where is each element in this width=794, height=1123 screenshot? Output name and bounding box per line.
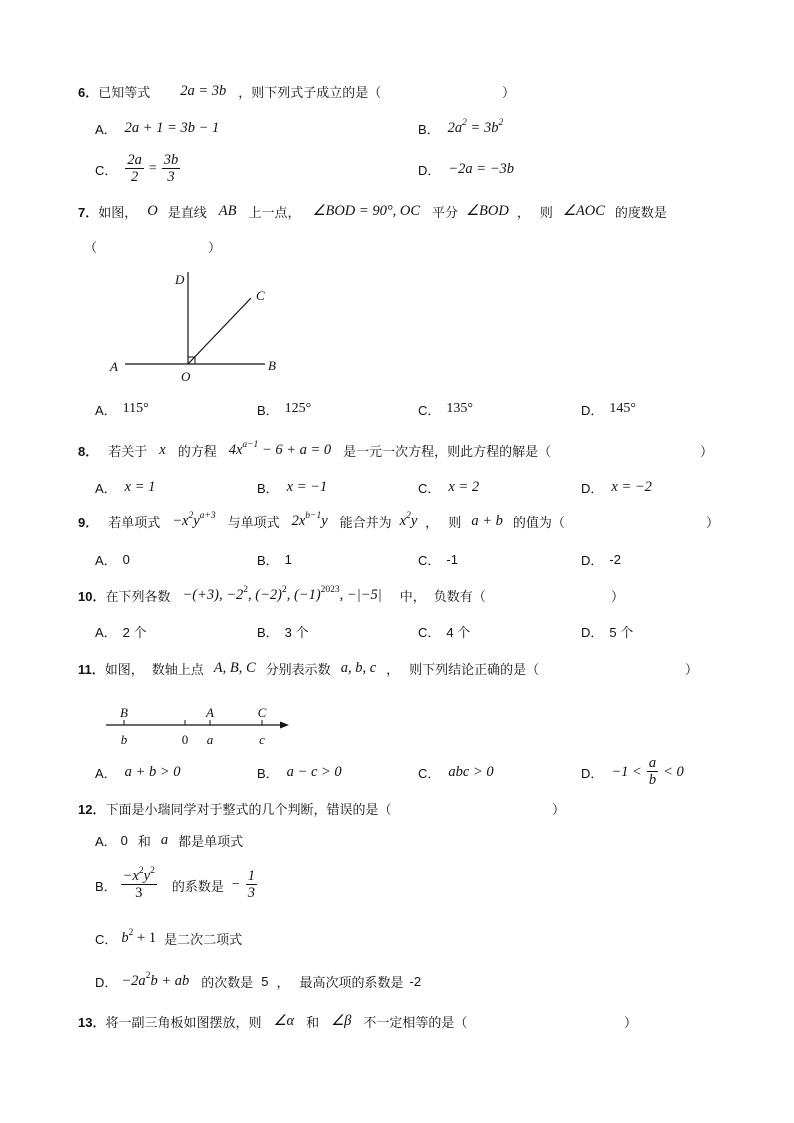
stem-text: 是一元一次方程，则此方程的解是（ xyxy=(343,443,552,459)
math-term: + 1 xyxy=(133,929,157,946)
monomial xyxy=(291,510,328,530)
stem-text: 若单项式 xyxy=(108,514,161,530)
label-d: D xyxy=(175,272,185,287)
exponent: 2 xyxy=(243,584,248,595)
answer-blank-open: （ xyxy=(84,239,98,255)
answer-blank-close: ） xyxy=(208,239,222,255)
fraction-denominator: 3 xyxy=(135,885,143,901)
stem-text: 不一定相等的是（ xyxy=(363,1014,468,1030)
option-text: 的次数是 xyxy=(201,974,254,990)
option-c xyxy=(418,399,479,419)
option-d xyxy=(581,755,686,789)
question-number: 10． xyxy=(78,588,106,604)
option-label: B． xyxy=(257,402,279,418)
number-names: a, b, c xyxy=(340,659,377,676)
math-term: y xyxy=(143,868,151,884)
math-term: , −|−5| xyxy=(339,586,382,603)
option-d xyxy=(581,477,660,497)
option-value: -2 xyxy=(609,551,621,567)
stem-text: 上一点， xyxy=(248,204,301,220)
stem-text: 的度数是 xyxy=(614,204,667,220)
question-11-stem xyxy=(78,658,539,678)
option-label: A． xyxy=(95,480,117,496)
option-label: B． xyxy=(95,878,117,894)
option-label: C． xyxy=(95,931,118,947)
fraction xyxy=(647,755,658,789)
option-label: D． xyxy=(581,552,604,568)
stem-text: 将一副三角板如图摆放，则 xyxy=(105,1014,262,1030)
option-c xyxy=(95,151,183,187)
question-number: 12． xyxy=(78,801,106,817)
option-math: x = 2 xyxy=(448,478,480,495)
option-label: C． xyxy=(418,624,441,640)
value-label-b: b xyxy=(120,732,128,747)
minus-sign: − xyxy=(231,877,240,892)
equation: 2a = 3b xyxy=(180,82,227,99)
question-number: 13． xyxy=(78,1014,106,1030)
label-b: B xyxy=(268,358,276,373)
fraction-denominator: 3 xyxy=(247,885,256,901)
option-label: A． xyxy=(95,402,117,418)
point-label-b: B xyxy=(120,705,128,720)
option-label: C． xyxy=(418,552,441,568)
option-value: 115° xyxy=(122,401,149,416)
number-list xyxy=(182,584,382,604)
math-term: y xyxy=(193,512,200,529)
variable: a xyxy=(160,831,169,848)
point-names: A, B, C xyxy=(213,659,256,676)
option-d xyxy=(581,621,633,641)
option-c xyxy=(418,477,487,497)
math-term: x xyxy=(399,512,407,529)
stem-text: 与单项式 xyxy=(227,514,280,530)
option-b xyxy=(257,477,335,497)
option-a xyxy=(95,830,243,850)
question-number: 11． xyxy=(78,661,105,677)
option-label: A． xyxy=(95,552,117,568)
option-c xyxy=(418,549,458,569)
option-a xyxy=(95,762,189,782)
exponent: 2 xyxy=(281,584,287,595)
question-6-stem xyxy=(78,81,381,101)
option-b xyxy=(257,399,317,419)
angle-figure xyxy=(105,265,295,390)
option-label: C． xyxy=(418,765,441,781)
stem-text: 负数有（ xyxy=(433,588,486,604)
value-label-a: a xyxy=(206,732,214,747)
option-label: B． xyxy=(257,480,279,496)
stem-text: ， xyxy=(425,514,439,530)
answer-blank-close: ） xyxy=(624,1014,638,1030)
option-label: D． xyxy=(581,402,604,418)
monomial xyxy=(399,510,418,530)
option-label: A． xyxy=(95,121,117,137)
option-b xyxy=(418,118,511,138)
fraction-numerator xyxy=(121,868,157,885)
number: -2 xyxy=(409,973,422,989)
answer-blank-close: ） xyxy=(502,84,516,100)
option-label: C． xyxy=(418,402,441,418)
option-value: 0 xyxy=(122,551,130,567)
stem-text: 和 xyxy=(306,1014,320,1030)
math-term: 2a xyxy=(447,119,463,136)
option-c xyxy=(95,928,242,948)
exponent: 2 xyxy=(188,510,194,521)
expression: a + b xyxy=(471,512,503,529)
option-value: 2 个 xyxy=(122,624,147,640)
answer-blank-close: ） xyxy=(700,443,714,459)
polynomial xyxy=(121,927,157,947)
option-label: B． xyxy=(257,552,279,568)
fraction-denominator: 3 xyxy=(167,169,175,185)
math-term: 4x xyxy=(228,441,243,458)
math-term: − 6 + a = 0 xyxy=(258,441,332,458)
question-number: 6． xyxy=(78,84,99,100)
fraction-numerator: 3b xyxy=(163,152,179,168)
stem-text: ， xyxy=(386,661,400,677)
option-value: 125° xyxy=(284,401,312,416)
exponent: b−1 xyxy=(305,510,322,521)
math-term: −1 < xyxy=(611,763,642,780)
stem-text: 分别表示数 xyxy=(265,661,331,677)
point-label-a: A xyxy=(206,705,214,720)
option-value: 1 xyxy=(284,551,292,567)
option-value: 135° xyxy=(446,401,473,416)
option-label: A． xyxy=(95,624,117,640)
option-d xyxy=(418,159,522,179)
stem-text: 是直线 xyxy=(167,204,207,220)
point-label-c: C xyxy=(257,705,267,720)
fraction-numerator: 2a xyxy=(127,152,142,168)
value-label-c: c xyxy=(259,732,265,747)
stem-text: 如图， xyxy=(98,204,138,220)
exponent: a+3 xyxy=(199,510,216,521)
option-text: 都是单项式 xyxy=(178,833,244,849)
option-b xyxy=(257,762,350,782)
option-c xyxy=(418,762,502,782)
question-7-stem xyxy=(78,201,667,221)
fraction-denominator: b xyxy=(648,772,657,788)
condition-math: ∠BOD = 90°, OC xyxy=(312,202,421,219)
number: 5 xyxy=(261,973,269,989)
question-number: 9． xyxy=(78,514,99,530)
fraction-numerator: a xyxy=(648,755,657,771)
value-label-zero: 0 xyxy=(181,732,189,747)
option-math: −2a = −3b xyxy=(448,160,514,177)
math-term: , (−1) xyxy=(286,586,321,603)
stem-text: ，则下列式子成立的是（ xyxy=(238,84,382,100)
stem-text: 的方程 xyxy=(177,443,217,459)
fraction xyxy=(125,152,144,186)
fraction-denominator: 2 xyxy=(131,169,139,185)
stem-text: 数轴上点 xyxy=(151,661,204,677)
option-b xyxy=(257,549,292,569)
question-10-stem xyxy=(78,585,486,605)
label-a: A xyxy=(110,359,118,374)
monomial xyxy=(172,510,216,530)
option-a xyxy=(95,621,147,641)
answer-blank-close: ） xyxy=(685,661,699,677)
math-term: −x xyxy=(172,512,189,529)
option-c xyxy=(418,621,470,641)
math-term: 2x xyxy=(291,512,306,529)
math-term: b + ab xyxy=(150,972,190,989)
option-math: x = −1 xyxy=(286,478,328,495)
option-d xyxy=(95,971,421,991)
option-text: 和 xyxy=(137,833,151,849)
question-12-stem xyxy=(78,798,391,818)
fraction xyxy=(121,868,157,902)
number: 0 xyxy=(120,832,128,848)
variable: x xyxy=(159,441,166,458)
label-o: O xyxy=(181,369,191,384)
option-a xyxy=(95,549,130,569)
exponent: 2 xyxy=(145,970,151,981)
option-label: D． xyxy=(581,624,604,640)
exponent: 2 xyxy=(498,117,504,128)
math-term: −(+3), −2 xyxy=(182,586,244,603)
answer-blank-close: ） xyxy=(611,588,625,604)
option-label: D． xyxy=(418,162,441,178)
question-number: 7． xyxy=(78,204,99,220)
option-label: D． xyxy=(95,974,118,990)
option-label: C． xyxy=(95,162,118,178)
question-8-stem xyxy=(78,440,551,460)
math-term: = 3b xyxy=(466,119,499,136)
stem-text: 的值为（ xyxy=(512,514,565,530)
answer-blank-close: ） xyxy=(706,514,720,530)
math-term: b xyxy=(121,929,129,946)
option-label: C． xyxy=(418,480,441,496)
option-b xyxy=(95,865,260,905)
label-c: C xyxy=(256,288,265,303)
option-label: B． xyxy=(418,121,440,137)
option-label: B． xyxy=(257,765,279,781)
point-name: O xyxy=(147,202,158,219)
option-d xyxy=(581,399,642,419)
option-value: -1 xyxy=(446,551,458,567)
math-term: < 0 xyxy=(663,763,684,780)
fraction xyxy=(162,152,181,186)
fraction-numerator: 1 xyxy=(247,868,256,884)
stem-text: 能合并为 xyxy=(339,514,392,530)
exponent: 2 xyxy=(150,866,155,877)
option-math xyxy=(447,117,504,137)
option-value: 3 个 xyxy=(284,624,309,640)
math-term: , (−2) xyxy=(248,586,282,603)
angle-beta: ∠β xyxy=(331,1012,352,1029)
option-text: 是二次二项式 xyxy=(164,931,243,947)
option-label: A． xyxy=(95,833,117,849)
ray-oc xyxy=(188,298,251,364)
option-value: 4 个 xyxy=(446,624,471,640)
option-math: x = 1 xyxy=(124,478,156,495)
math-term: −2a xyxy=(121,972,146,989)
equals-sign: = xyxy=(148,161,157,176)
option-text: ， xyxy=(276,974,290,990)
option-a xyxy=(95,477,163,497)
option-math: a + b > 0 xyxy=(124,763,181,780)
option-text: 最高次项的系数是 xyxy=(299,974,404,990)
exponent: 2 xyxy=(406,510,411,521)
exponent: 2 xyxy=(128,927,134,938)
question-13-stem xyxy=(78,1011,467,1031)
option-math: x = −2 xyxy=(611,478,652,495)
stem-text: 则 xyxy=(448,514,462,530)
answer-blank-close: ） xyxy=(552,801,566,817)
option-d xyxy=(581,549,621,569)
option-math: a − c > 0 xyxy=(286,763,342,780)
option-value: 145° xyxy=(609,401,636,416)
stem-text: ， xyxy=(516,204,530,220)
option-label: A． xyxy=(95,765,117,781)
math-term: y xyxy=(321,512,328,529)
option-math: 2a + 1 = 3b − 1 xyxy=(124,119,220,136)
angle-name: ∠BOD xyxy=(466,202,509,219)
angle-alpha: ∠α xyxy=(273,1012,295,1029)
exponent: 2 xyxy=(462,117,467,128)
option-a xyxy=(95,118,227,138)
option-a xyxy=(95,399,155,419)
option-label: D． xyxy=(581,480,604,496)
arrow-icon xyxy=(280,722,289,729)
stem-text: 已知等式 xyxy=(98,84,151,100)
option-text: 的系数是 xyxy=(171,878,224,894)
math-term: −x xyxy=(122,868,139,884)
exponent: 2023 xyxy=(320,584,340,595)
stem-text: 则 xyxy=(539,204,553,220)
line-name: AB xyxy=(218,202,237,219)
stem-text: 在下列各数 xyxy=(105,588,171,604)
option-label: D． xyxy=(581,765,604,781)
option-b xyxy=(257,621,309,641)
option-math: abc > 0 xyxy=(448,763,494,780)
option-label: B． xyxy=(257,624,279,640)
exponent: a−1 xyxy=(242,439,259,450)
fraction xyxy=(246,868,257,902)
equation xyxy=(228,439,332,459)
stem-text: 如图， xyxy=(104,661,144,677)
question-number: 8． xyxy=(78,443,99,459)
stem-text: 平分 xyxy=(432,204,459,220)
stem-text: 则下列结论正确的是（ xyxy=(409,661,540,677)
exponent: 2 xyxy=(138,866,144,877)
number-line xyxy=(100,700,295,750)
question-9-stem xyxy=(78,511,565,531)
stem-text: 中， xyxy=(399,588,426,604)
angle-name: ∠AOC xyxy=(562,202,605,219)
math-term: y xyxy=(410,512,418,529)
option-value: 5 个 xyxy=(609,624,634,640)
stem-text: 下面是小瑞同学对于整式的几个判断，错误的是（ xyxy=(105,801,392,817)
stem-text: 若关于 xyxy=(108,443,148,459)
polynomial xyxy=(121,970,190,990)
